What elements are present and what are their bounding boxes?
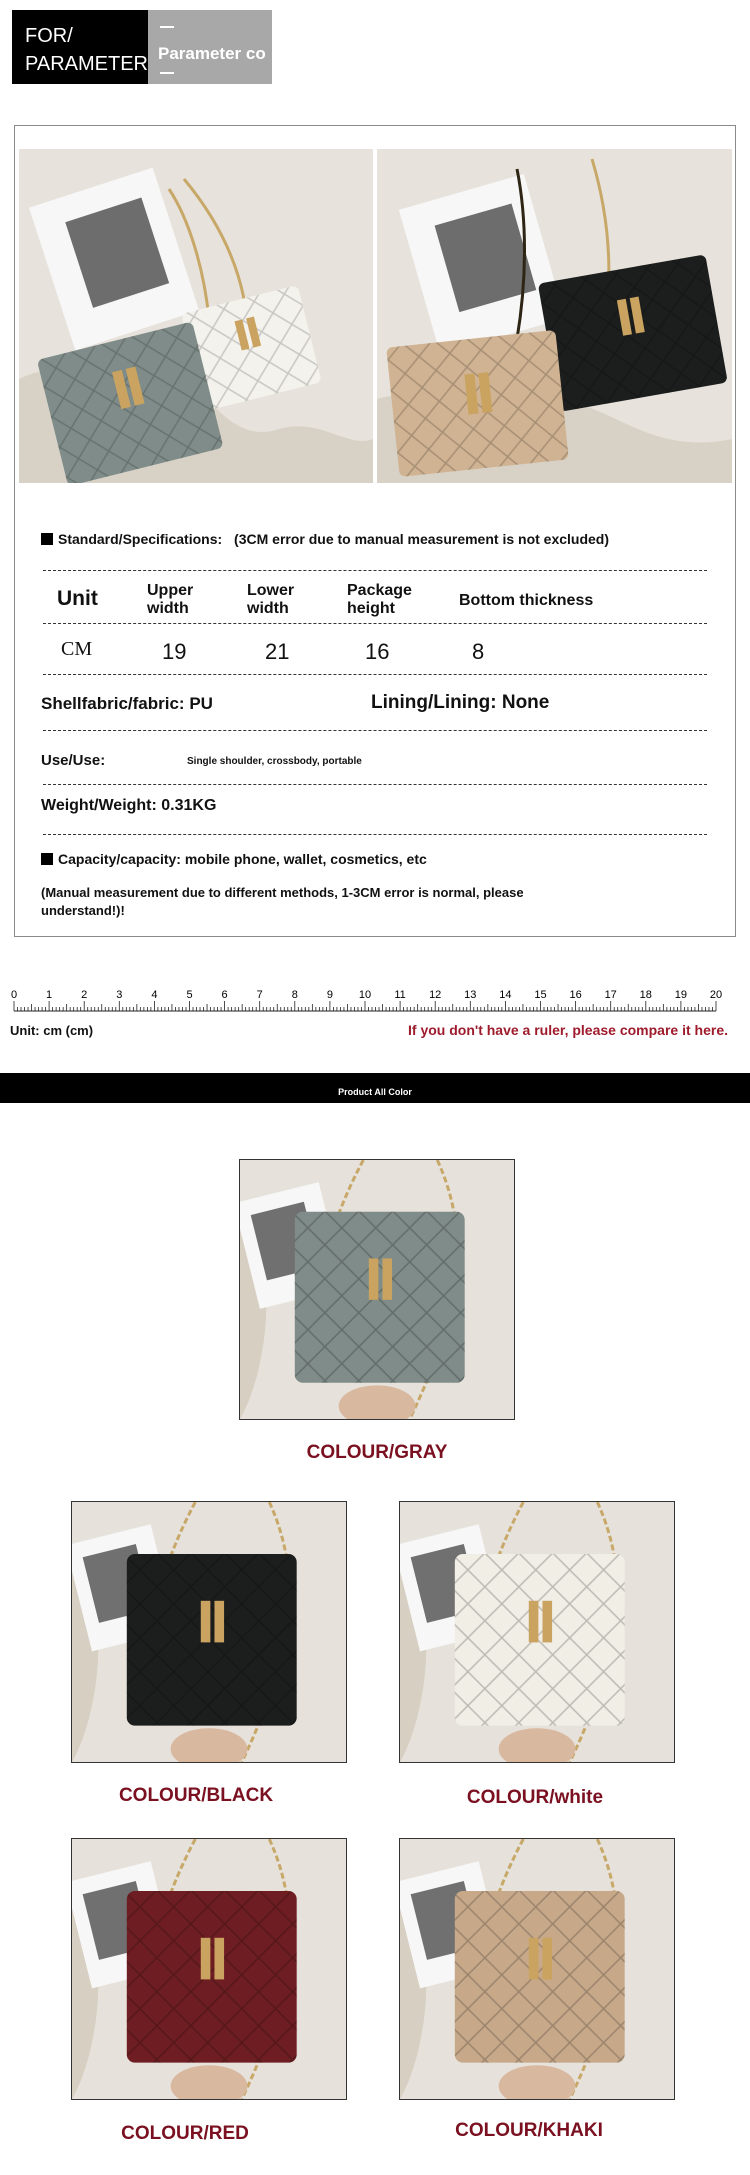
- square-bullet-icon: [41, 853, 53, 865]
- weight: Weight/Weight: 0.31KG: [41, 797, 217, 814]
- ruler-note: If you don't have a ruler, please compare it here.: [408, 1022, 728, 1038]
- standard-note: (3CM error due to manual measurement is not excluded): [234, 531, 610, 547]
- divider: [43, 730, 707, 731]
- section-title: Product All Color: [338, 1087, 412, 1097]
- table-value-bottom-thickness: 8: [472, 639, 485, 664]
- ruler-tick-label: 9: [326, 989, 333, 1001]
- ruler-scale: [10, 987, 732, 1027]
- manual-note: (Manual measurement due to different methods, 1-3CM error is normal, please understand!)!: [41, 885, 524, 918]
- color-photo-khaki: [399, 1838, 675, 2100]
- ruler-tick-label: 20: [709, 989, 723, 1001]
- table-value-lower-width: 21: [265, 639, 290, 664]
- bag-illustration: [72, 1502, 346, 1762]
- ruler-tick-label: 1: [46, 989, 53, 1001]
- bag-illustration: [400, 1839, 674, 2099]
- color-photo-red: [71, 1838, 347, 2100]
- color-caption-khaki: COLOUR/KHAKI: [455, 2120, 603, 2141]
- ruler-tick-label: 0: [10, 989, 18, 1001]
- divider: [43, 623, 707, 624]
- table-value-unit: CM: [61, 638, 93, 660]
- header-subtitle: Parameter co: [158, 44, 266, 63]
- ruler-tick-label: 14: [499, 989, 512, 1001]
- header-title: FOR/ PARAMETER: [25, 25, 148, 75]
- header-divider: [160, 72, 174, 74]
- divider: [43, 570, 707, 571]
- ruler-tick-label: 17: [604, 989, 617, 1001]
- ruler-tick-label: 6: [221, 989, 228, 1001]
- ruler-tick-label: 11: [394, 989, 406, 1001]
- product-photo-khaki-black: [377, 149, 732, 483]
- use-label: Use/Use:: [41, 752, 106, 769]
- table-header-unit: Unit: [57, 587, 98, 610]
- capacity-line: [41, 851, 427, 867]
- divider: [43, 834, 707, 835]
- ruler-tick-label: 12: [429, 989, 442, 1001]
- header-title-block: [12, 10, 148, 84]
- ruler-tick-label: 7: [256, 989, 263, 1001]
- header-divider: [160, 26, 174, 28]
- product-photo-illustration: [19, 149, 373, 483]
- shell-fabric: Shellfabric/fabric: PU: [41, 694, 213, 713]
- ruler-tick-label: 4: [151, 989, 158, 1001]
- table-header-lower-width: Lower width: [247, 582, 295, 617]
- table-header-bottom-thickness: Bottom thickness: [459, 592, 594, 609]
- ruler-tick-label: 2: [81, 989, 88, 1001]
- ruler-tick-label: 19: [674, 989, 688, 1001]
- ruler-unit-label: Unit: cm (cm): [10, 1023, 94, 1038]
- color-caption-white: COLOUR/white: [466, 1787, 604, 1808]
- divider: [43, 674, 707, 675]
- table-header-upper-width: Upper width: [147, 582, 194, 617]
- ruler-tick-label: 18: [639, 989, 652, 1001]
- square-bullet-icon: [41, 533, 53, 545]
- capacity: Capacity/capacity: mobile phone, wallet, cosmetics, etc: [58, 851, 427, 867]
- color-photo-black: [71, 1501, 347, 1763]
- section-band: [0, 1073, 750, 1103]
- divider: [43, 784, 707, 785]
- color-caption-red: COLOUR/RED: [121, 2123, 249, 2144]
- bag-illustration: [400, 1502, 674, 1762]
- table-header-package-height: Package height: [347, 582, 412, 617]
- lining: Lining/Lining: None: [371, 692, 550, 713]
- color-photo-gray: [239, 1159, 515, 1420]
- spec-panel: [14, 125, 736, 937]
- ruler-tick-label: 13: [464, 989, 477, 1001]
- ruler-tick-label: 16: [569, 989, 582, 1001]
- ruler-tick-label: 5: [186, 989, 193, 1001]
- bag-illustration: [72, 1839, 346, 2099]
- color-caption-gray: COLOUR/GRAY: [306, 1442, 448, 1463]
- product-photo-illustration: [377, 149, 732, 483]
- use-value: Single shoulder, crossbody, portable: [187, 756, 362, 767]
- table-value-package-height: 16: [365, 639, 390, 664]
- header-subtitle-block: [148, 10, 272, 84]
- color-photo-white: [399, 1501, 675, 1763]
- ruler-tick-label: 15: [534, 989, 547, 1001]
- table-value-upper-width: 19: [162, 639, 187, 664]
- standard-spec-line: [41, 531, 609, 547]
- standard-label: Standard/Specifications:: [58, 531, 223, 547]
- bag-illustration: [240, 1160, 514, 1419]
- ruler-tick-label: 8: [291, 989, 298, 1001]
- ruler-tick-label: 3: [116, 989, 123, 1001]
- product-photo-gray-white: [19, 149, 373, 483]
- ruler-tick-label: 10: [358, 989, 372, 1001]
- color-caption-black: COLOUR/BLACK: [118, 1785, 274, 1806]
